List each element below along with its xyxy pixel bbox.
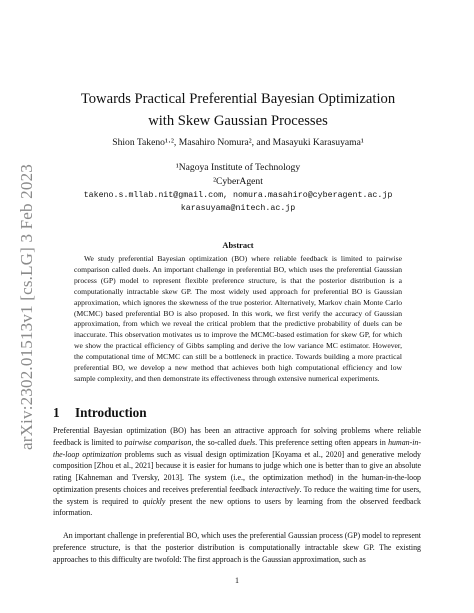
section-number: 1 xyxy=(53,405,60,420)
p1-text-e: . This preference setting often appears in xyxy=(255,437,389,447)
p1-text-a: Preferential Bayesian optimization (BO) has been an attractive approach for solving problems where reliable feedback is limited to xyxy=(53,426,421,447)
email-line-1: takeno.s.mllab.nit@gmail.com, nomura.masahiro@cyberagent.ac.jp xyxy=(83,191,393,200)
author-emails xyxy=(60,190,416,215)
arxiv-stamp xyxy=(3,150,36,450)
arxiv-stamp-text: arXiv:2302.01513v1 [cs.LG] 3 Feb 2023 xyxy=(17,164,36,450)
p1-emph-duels: duels xyxy=(238,437,256,447)
intro-paragraph-1 xyxy=(53,425,421,519)
abstract-heading: Abstract xyxy=(222,241,254,250)
section-heading xyxy=(53,405,147,421)
intro-paragraph-2: An important challenge in preferential BO, which uses the preferential Gaussian process (GP) model to represent preference structure, is that the posterior distribution is computationally intractable skew GP. The existing approaches to this difficulty are twofold: The first approach is the Gaussian approximation, such as xyxy=(53,531,421,564)
p1-text-k: present the new options to users by learning from the observed feedback information. xyxy=(53,496,421,518)
abstract-body: We study preferential Bayesian optimization (BO) where reliable feedback is limited to pairwise comparison called duels. An important challenge in preferential BO, which uses the preferential Gaussian process (GP) model to represent flexible preference structure, is that the posterior distribution is a computationally intractable skew GP. The most widely used approach for preferential BO is Gaussian approximation, which ignores the skewness of the true posterior. Alternatively, Markov chain Monte Carlo (MCMC) based preferential BO is also proposed. In this work, we first verify the accuracy of Gaussian approximation, from which we reveal the critical problem that the predictive probability of duels can be inaccurate. This observation motivates us to improve the MCMC-based estimation for skew GP, for which we show the practical efficiency of Gibbs sampling and derive the low variance MC estimator. However, the computational time of MCMC can still be a bottleneck in practice. Towards building a more practical preferential BO, we develop a new method that achieves both high computational efficiency and low sample complexity, and then demonstrate its effectiveness through extensive numerical experiments. xyxy=(74,254,402,383)
p1-text-c: , the so-called xyxy=(191,437,239,447)
p1-emph-hitl: human-in-the-loop optimization xyxy=(53,437,421,459)
paper-title xyxy=(60,88,416,132)
page-number: 1 xyxy=(235,576,239,585)
p1-emph-interactively: interactively xyxy=(260,484,300,494)
author-list: Shion Takeno¹·², Masahiro Nomura², and Masayuki Karasuyama¹ xyxy=(112,137,364,148)
email-line-2: karasuyama@nitech.ac.jp xyxy=(180,203,296,213)
section-title: Introduction xyxy=(75,405,147,420)
title-line-1: Towards Practical Preferential Bayesian Optimization xyxy=(80,91,396,107)
p1-emph-pairwise: pairwise comparison xyxy=(124,437,192,447)
affiliation-2: ²CyberAgent xyxy=(213,176,263,187)
p1-emph-quickly: quickly xyxy=(142,496,166,506)
affiliation-1: ¹Nagoya Institute of Technology xyxy=(175,162,301,173)
p1-text-g: problems such as visual design optimization [Koyama et al., 2020] and generative melody composition [Zhou et al., 2021] because it is easier for humans to judge which one is better than to give an absolute rating [Kahneman and Tversky, 2013]. The system (i.e., the optimization method) in the human-in-the-loop optimization presents choices and receives preferential feedback xyxy=(53,449,421,494)
p1-text-i: . To reduce the waiting time for users, the system is required to xyxy=(53,484,421,506)
title-line-2: with Skew Gaussian Processes xyxy=(148,113,328,129)
